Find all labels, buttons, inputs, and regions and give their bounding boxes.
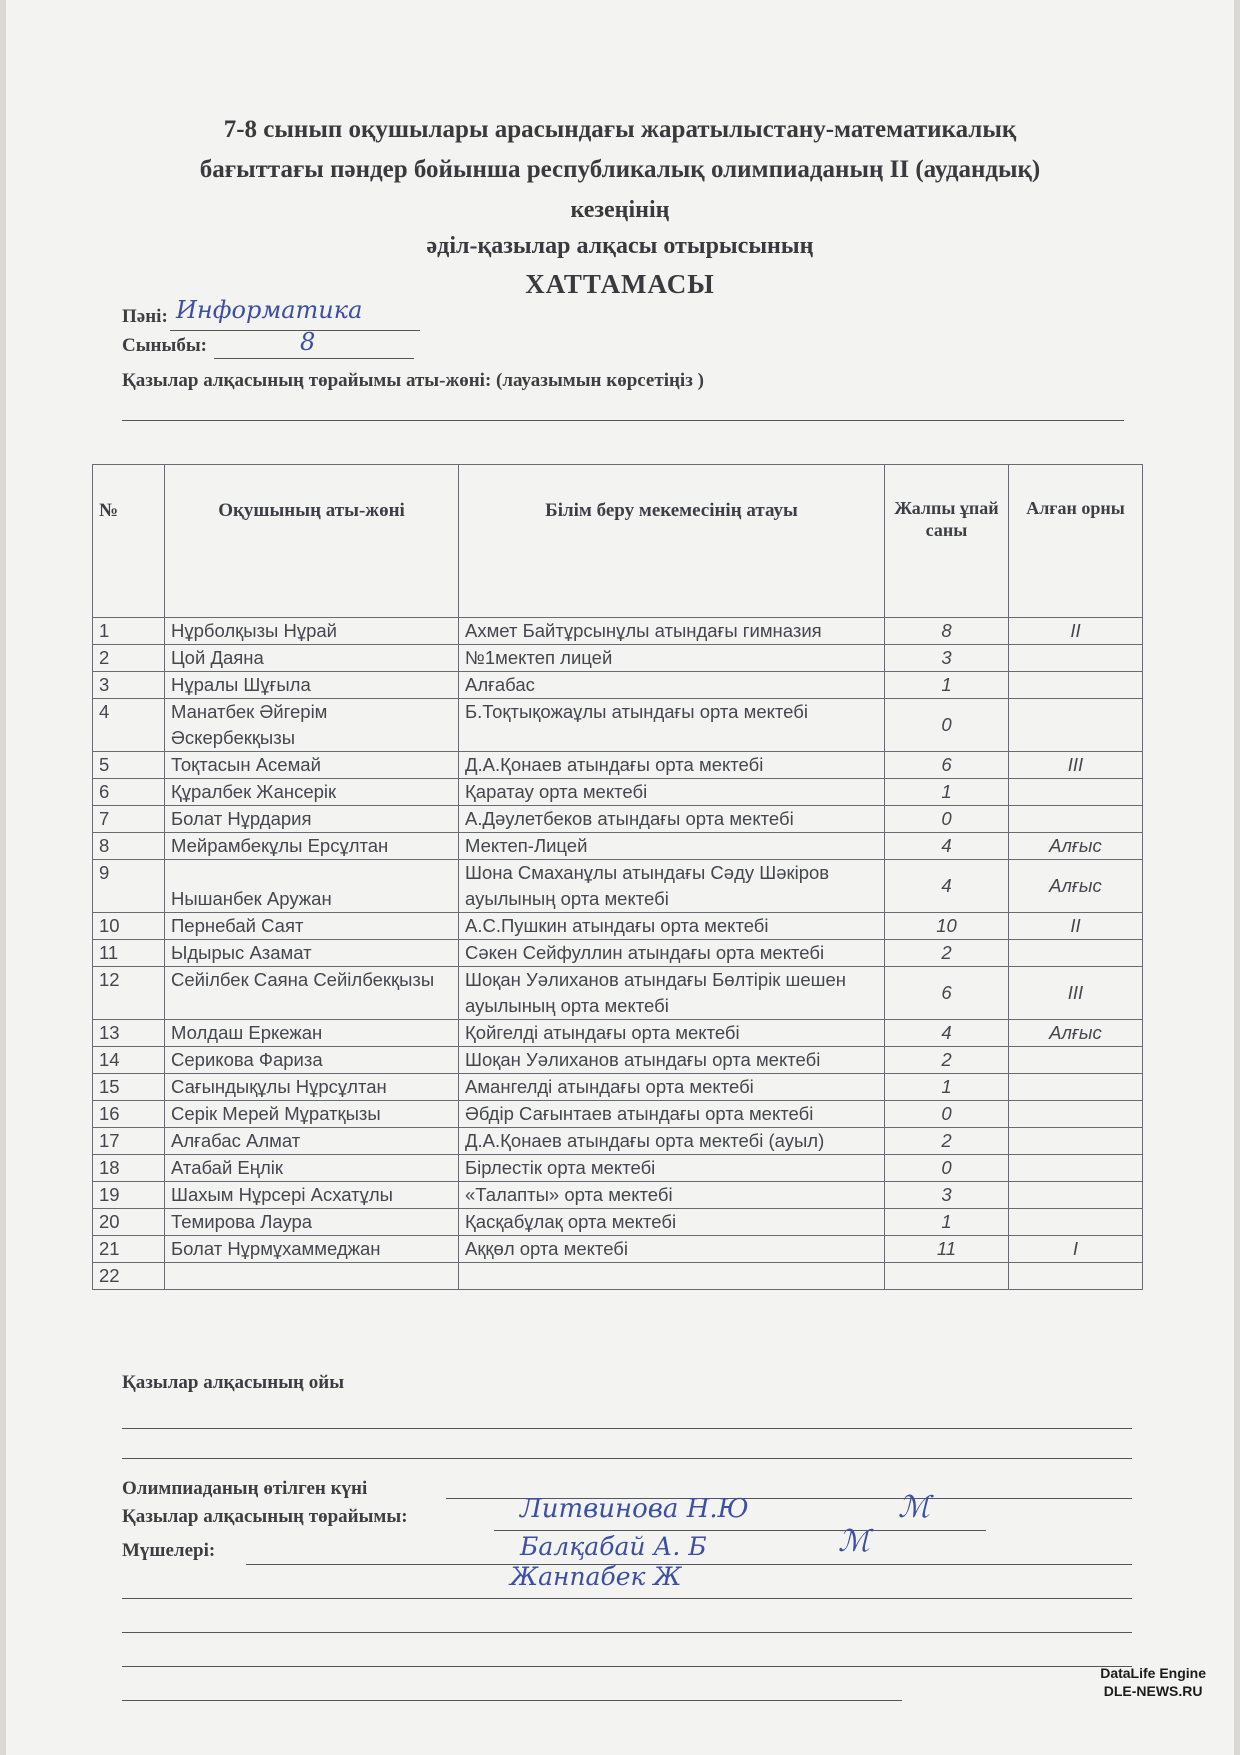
school-name: Ахмет Байтұрсынұлы атындағы гимназия [459,618,885,645]
awarded-place [1009,940,1143,967]
row-number: 13 [93,1020,165,1047]
school-name: Қасқабұлақ орта мектебі [459,1209,885,1236]
document-title: ХАТТАМАСЫ [525,269,715,299]
member-1-autograph-icon: ℳ [838,1524,871,1559]
school-name: Қаратау орта мектебі [459,779,885,806]
col-header-place: Алған орны [1009,465,1143,618]
row-number: 21 [93,1236,165,1263]
student-name: Болат Нұрдария [165,806,459,833]
school-name: Д.А.Қонаев атындағы орта мектебі (ауыл) [459,1128,885,1155]
total-score: 1 [885,1074,1009,1101]
total-score: 4 [885,860,1009,913]
table-row [93,913,1143,940]
table-row [93,1209,1143,1236]
table-row [93,806,1143,833]
school-name: Мектеп-Лицей [459,833,885,860]
student-name: Серік Мерей Мұратқызы [165,1101,459,1128]
opinion-label: Қазылар алқасының ойы [122,1372,345,1393]
row-number: 14 [93,1047,165,1074]
table-row [93,1263,1143,1290]
members-line-5 [122,1700,902,1701]
table-row [93,860,1143,913]
awarded-place [1009,645,1143,672]
total-score: 10 [885,913,1009,940]
student-name: Молдаш Еркежан [165,1020,459,1047]
awarded-place [1009,1047,1143,1074]
row-number: 2 [93,645,165,672]
school-name: Алғабас [459,672,885,699]
table-row [93,967,1143,1020]
grade-value: 8 [300,328,316,356]
student-name: Пернебай Саят [165,913,459,940]
date-label: Олимпиаданың өтілген күні [122,1478,368,1499]
table-row [93,1101,1143,1128]
table-row [93,1128,1143,1155]
row-number: 11 [93,940,165,967]
row-number: 15 [93,1074,165,1101]
grade-label: Сыныбы: [122,335,207,356]
student-name: Ыдырыс Азамат [165,940,459,967]
members-label: Мүшелері: [122,1540,216,1561]
chair-signature: Литвинова Н.Ю [520,1494,749,1524]
total-score [885,1263,1009,1290]
awarded-place: Алғыс [1009,1020,1143,1047]
chair-name-line [122,420,1124,421]
table-row [93,645,1143,672]
school-name: Д.А.Қонаев атындағы орта мектебі [459,752,885,779]
watermark-line-1: DataLife Engine [1100,1665,1206,1681]
awarded-place [1009,806,1143,833]
student-name: Серикова Фариза [165,1047,459,1074]
school-name: Шоқан Уәлиханов атындағы орта мектебі [459,1047,885,1074]
row-number: 19 [93,1182,165,1209]
school-name: Бірлестік орта мектебі [459,1155,885,1182]
school-name [459,1263,885,1290]
row-number: 1 [93,618,165,645]
school-name: Қойгелді атындағы орта мектебі [459,1020,885,1047]
row-number: 8 [93,833,165,860]
awarded-place: Алғыс [1009,860,1143,913]
row-number: 17 [93,1128,165,1155]
table-row [93,752,1143,779]
total-score: 1 [885,672,1009,699]
total-score: 3 [885,645,1009,672]
heading-line-1: 7-8 сынып оқушылары арасындағы жаратылыстану-математикалық [223,116,1017,143]
total-score: 2 [885,940,1009,967]
school-name: «Талапты» орта мектебі [459,1182,885,1209]
total-score: 1 [885,1209,1009,1236]
heading-line-3: кезеңінің [570,197,670,223]
school-name: Шона Смаханұлы атындағы Сәду Шәкіров ауылының орта мектебі [459,860,885,913]
row-number: 10 [93,913,165,940]
school-name: А.С.Пушкин атындағы орта мектебі [459,913,885,940]
col-header-name: Оқушының аты-жөні [165,465,459,618]
row-number: 9 [93,860,165,913]
table-row [93,1236,1143,1263]
total-score: 2 [885,1128,1009,1155]
awarded-place [1009,1263,1143,1290]
awarded-place [1009,1155,1143,1182]
student-name: Темирова Лаура [165,1209,459,1236]
student-name: Сағындықұлы Нұрсұлтан [165,1074,459,1101]
heading-line-2: бағыттағы пәндер бойынша республикалық олимпиаданың II (аудандық) [199,156,1041,183]
awarded-place [1009,672,1143,699]
awarded-place: I [1009,1236,1143,1263]
total-score: 2 [885,1047,1009,1074]
members-line-2 [122,1598,1132,1599]
members-line-4 [122,1666,1132,1667]
member-2-signature: Жанпабек Ж [510,1562,682,1591]
total-score: 3 [885,1182,1009,1209]
student-name: Нұрболқызы Нұрай [165,618,459,645]
row-number: 7 [93,806,165,833]
awarded-place: Алғыс [1009,833,1143,860]
chair-signature-line [494,1530,986,1531]
awarded-place [1009,1182,1143,1209]
footer-chair-label: Қазылар алқасының төрайымы: [122,1506,408,1527]
student-name: Атабай Еңлік [165,1155,459,1182]
student-name: Цой Даяна [165,645,459,672]
awarded-place [1009,779,1143,806]
total-score: 0 [885,1101,1009,1128]
members-line-3 [122,1632,1132,1633]
table-row [93,779,1143,806]
total-score: 4 [885,1020,1009,1047]
member-1-signature: Балқабай А. Б [520,1532,707,1561]
total-score: 8 [885,618,1009,645]
school-name: Сәкен Сейфуллин атындағы орта мектебі [459,940,885,967]
student-name [165,1263,459,1290]
student-name: Болат Нұрмұхаммеджан [165,1236,459,1263]
row-number: 4 [93,699,165,752]
results-table [92,464,1143,1290]
table-header-row [93,465,1143,618]
student-name: Мейрамбекұлы Ерсұлтан [165,833,459,860]
total-score: 4 [885,833,1009,860]
student-name: Алғабас Алмат [165,1128,459,1155]
watermark [1100,1664,1206,1700]
student-name: Сейілбек Саяна Сейілбекқызы [165,967,459,1020]
watermark-line-2: DLE-NEWS.RU [1103,1683,1203,1699]
table-row [93,618,1143,645]
col-header-school: Білім беру мекемесінің атауы [459,465,885,618]
awarded-place: II [1009,618,1143,645]
row-number: 22 [93,1263,165,1290]
table-row [93,940,1143,967]
awarded-place: III [1009,967,1143,1020]
student-name: Шахым Нұрсері Асхатұлы [165,1182,459,1209]
table-row [93,1155,1143,1182]
school-name: №1мектеп лицей [459,645,885,672]
table-row [93,1182,1143,1209]
row-number: 12 [93,967,165,1020]
opinion-line-2 [122,1458,1132,1459]
total-score: 0 [885,806,1009,833]
student-name: Нышанбек Аружан [165,860,459,913]
student-name: Тоқтасын Асемай [165,752,459,779]
school-name: Аққөл орта мектебі [459,1236,885,1263]
awarded-place [1009,1209,1143,1236]
school-name: Амангелді атындағы орта мектебі [459,1074,885,1101]
col-header-score: Жалпы ұпай саны [885,465,1009,618]
table-row [93,833,1143,860]
opinion-line-1 [122,1428,1132,1429]
school-name: Әбдір Сағынтаев атындағы орта мектебі [459,1101,885,1128]
heading-line-4: әділ-қазылар алқасы отырысының [426,233,814,259]
row-number: 6 [93,779,165,806]
awarded-place [1009,1128,1143,1155]
student-name: Құралбек Жансерік [165,779,459,806]
total-score: 11 [885,1236,1009,1263]
awarded-place: III [1009,752,1143,779]
col-header-num: № [93,465,165,618]
total-score: 6 [885,967,1009,1020]
subject-underline [170,330,420,331]
total-score: 0 [885,1155,1009,1182]
awarded-place [1009,1074,1143,1101]
table-row [93,1047,1143,1074]
school-name: Б.Тоқтықожаұлы атындағы орта мектебі [459,699,885,752]
chair-autograph-icon: ℳ [898,1490,931,1525]
row-number: 18 [93,1155,165,1182]
row-number: 5 [93,752,165,779]
school-name: А.Дәулетбеков атындағы орта мектебі [459,806,885,833]
table-row [93,1020,1143,1047]
awarded-place [1009,699,1143,752]
members-line-1 [246,1564,1132,1565]
subject-label: Пәні: [122,306,168,327]
table-row [93,1074,1143,1101]
row-number: 16 [93,1101,165,1128]
student-name: Нұралы Шұғыла [165,672,459,699]
student-name: Манатбек Әйгерім Әскербекқызы [165,699,459,752]
row-number: 20 [93,1209,165,1236]
chair-name-label: Қазылар алқасының төрайымы аты-жөні: (лауазымын көрсетіңіз ) [122,370,704,391]
grade-underline [214,358,414,359]
table-row [93,672,1143,699]
awarded-place [1009,1101,1143,1128]
school-name: Шоқан Уәлиханов атындағы Бөлтірік шешен ауылының орта мектебі [459,967,885,1020]
table-row [93,699,1143,752]
total-score: 0 [885,699,1009,752]
total-score: 1 [885,779,1009,806]
row-number: 3 [93,672,165,699]
total-score: 6 [885,752,1009,779]
subject-value: Информатика [176,296,363,324]
awarded-place: II [1009,913,1143,940]
